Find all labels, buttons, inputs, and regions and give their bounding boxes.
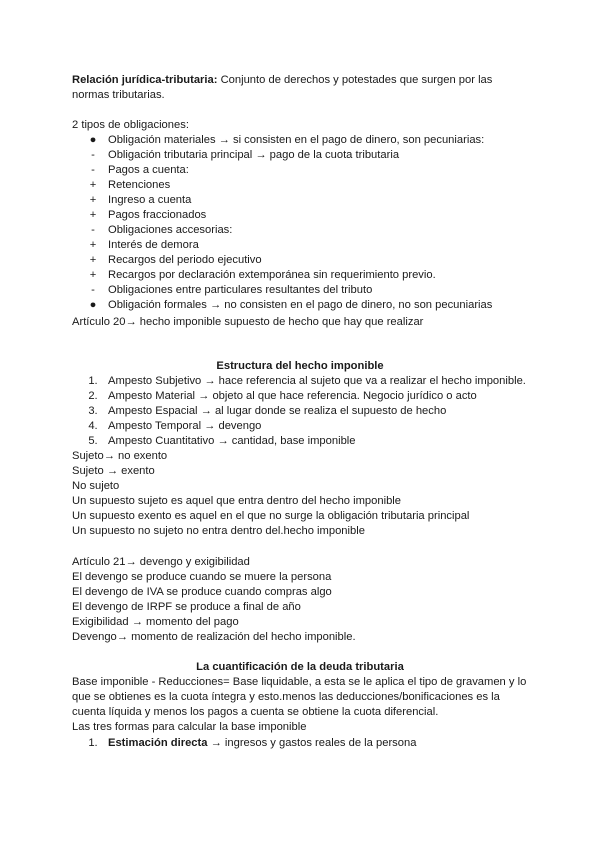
text-line: Artículo 21→ devengo y exigibilidad [72, 556, 250, 568]
text-line: El devengo de IVA se produce cuando compras algo [72, 586, 332, 598]
list-marker: + [89, 194, 97, 206]
text-line: Devengo→ momento de realización del hecho imponible. [72, 631, 356, 643]
list-item: Recargos del periodo ejecutivo [108, 254, 262, 266]
list-item: Ingreso a cuenta [108, 194, 192, 206]
list-marker: + [89, 254, 97, 266]
list-item: Pagos fraccionados [108, 209, 207, 221]
articulo-20-line: Artículo 20→ hecho imponible supuesto de hecho que hay que realizar [72, 316, 424, 328]
list-marker: 1. [88, 375, 98, 387]
list-item: Obligación tributaria principal → pago de la cuota tributaria [108, 149, 400, 161]
list-marker: + [89, 239, 97, 251]
text-line: Base imponible - Reducciones= Base liquidable, a esta se le aplica el tipo de gravamen y lo [72, 676, 527, 688]
list-marker: - [91, 224, 95, 236]
text-line: que se obtienes es la cuota íntegra y esto.menos las deducciones/bonificaciones es la [72, 691, 500, 703]
intro-line-2: normas tributarias. [72, 89, 165, 101]
list-marker: + [89, 269, 97, 281]
list-marker: 3. [88, 405, 98, 417]
text-line: Un supuesto sujeto es aquel que entra dentro del hecho imponible [72, 495, 402, 507]
text-line: Un supuesto no sujeto no entra dentro del.hecho imponible [72, 525, 365, 537]
list-item: Recargos por declaración extemporánea sin requerimiento previo. [108, 269, 436, 281]
list-marker: + [89, 209, 97, 221]
list-item: Retenciones [108, 179, 171, 191]
text-line: Un supuesto exento es aquel en el que no surge la obligación tributaria principal [72, 510, 470, 522]
text-line: El devengo de IRPF se produce a final de año [72, 601, 301, 613]
list-item: Obligaciones accesorias: [108, 224, 233, 236]
list-marker: ● [89, 299, 97, 311]
cuantificacion-title: La cuantificación de la deuda tributaria [196, 661, 404, 673]
list-item: Ampesto Subjetivo → hace referencia al sujeto que va a realizar el hecho imponible. [108, 375, 526, 387]
estimacion-directa-term: Estimación directa [108, 737, 208, 749]
list-marker: + [89, 179, 97, 191]
estructura-title: Estructura del hecho imponible [216, 360, 384, 372]
estimacion-directa-desc: → ingresos y gastos reales de la persona [207, 737, 417, 749]
list-marker: ● [89, 134, 97, 146]
text-line: No sujeto [72, 480, 120, 492]
list-item: Ampesto Cuantitativo → cantidad, base imponible [108, 435, 356, 447]
list-marker: 4. [88, 420, 98, 432]
text-line: Las tres formas para calcular la base imponible [72, 721, 307, 733]
list-item: Ampesto Material → objeto al que hace referencia. Negocio jurídico o acto [108, 390, 477, 402]
list-marker: 2. [88, 390, 98, 402]
intro-definition: Conjunto de derechos y potestades que surgen por las [217, 74, 493, 86]
list-item: Obligaciones entre particulares resultantes del tributo [108, 284, 373, 296]
text-line: Sujeto→ no exento [72, 450, 168, 462]
text-line: cuenta líquida y menos los pagos a cuenta se obtiene la cuota diferencial. [72, 706, 439, 718]
list-marker: - [91, 164, 95, 176]
list-item: Interés de demora [108, 239, 199, 251]
text-line: Sujeto → exento [72, 465, 155, 477]
list-item: Obligación materiales → si consisten en el pago de dinero, son pecuniarias: [108, 134, 485, 146]
intro-term: Relación jurídica-tributaria: [72, 74, 218, 86]
list-item: Pagos a cuenta: [108, 164, 189, 176]
tipos-heading: 2 tipos de obligaciones: [72, 119, 189, 131]
list-item: Ampesto Espacial → al lugar donde se realiza el supuesto de hecho [108, 405, 447, 417]
list-marker: 1. [88, 737, 98, 749]
list-item: Obligación formales → no consisten en el pago de dinero, no son pecuniarias [108, 299, 493, 311]
intro-line-1 [72, 73, 492, 88]
list-item: Ampesto Temporal → devengo [108, 420, 262, 432]
list-marker: - [91, 284, 95, 296]
text-line: Exigibilidad → momento del pago [72, 616, 239, 628]
list-item [108, 736, 416, 751]
list-marker: 5. [88, 435, 98, 447]
text-line: El devengo se produce cuando se muere la persona [72, 571, 332, 583]
list-marker: - [91, 149, 95, 161]
